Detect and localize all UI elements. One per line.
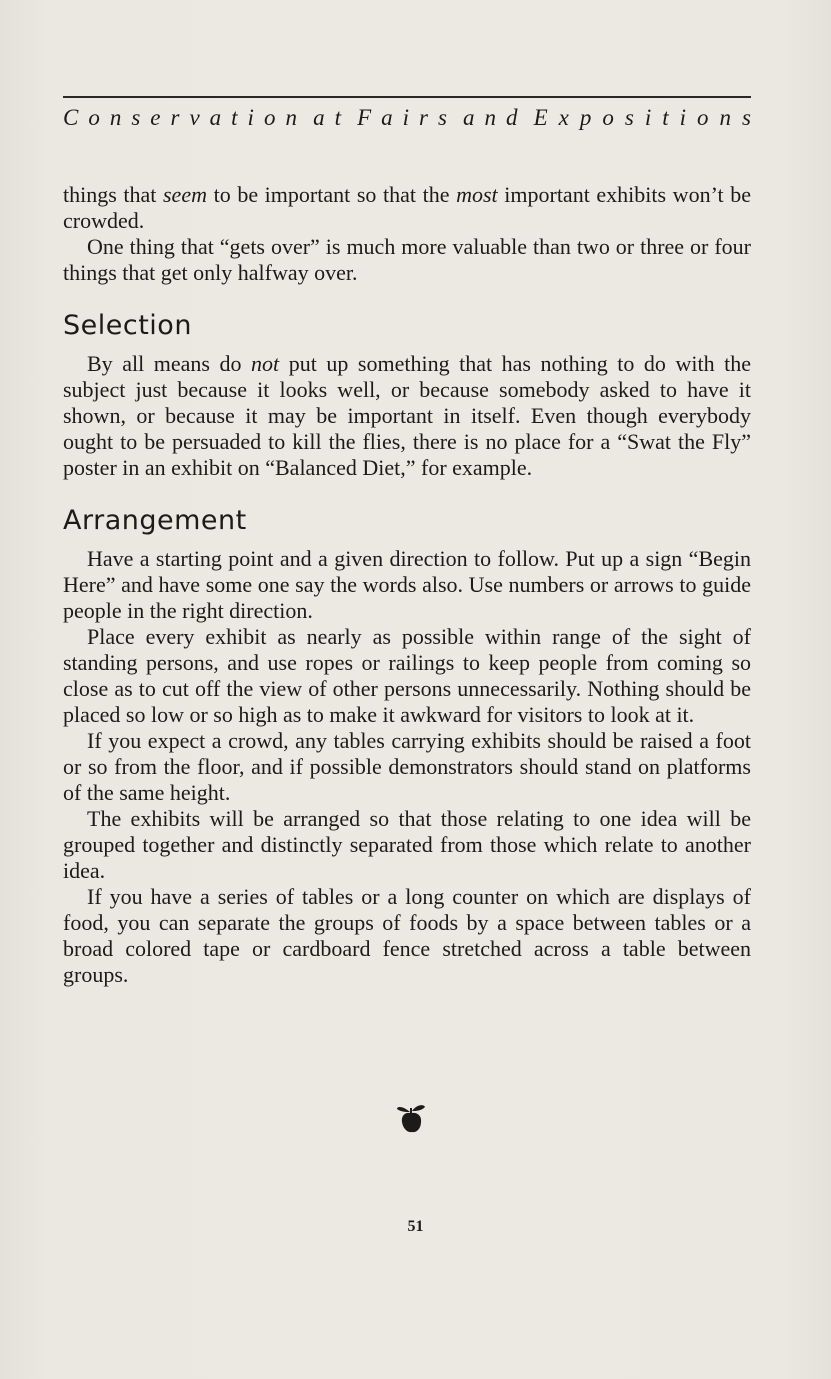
header-rule [63,96,751,98]
emphasis-text: seem [163,182,207,207]
section-heading-selection: Selection [63,310,192,341]
paragraph-text: important exhibits won’t be crowded. [63,182,751,233]
paragraph-text: put up something that has nothing to do with the subject just because it looks well, or because somebody asked to have it shown, or because it may be important in itself. Even though everybody ought to be persuaded to kill the flies, there is no place for a “Swat the Fly” poster in an exhibit on “Balanced Diet,” for example. [63,351,752,480]
page-number: 51 [407,1218,424,1235]
running-head-word: and [463,105,528,130]
emphasis-text: most [456,182,498,207]
paragraph: One thing that “gets over” is much more valuable than two or three or four things that get only halfway over. [63,234,751,285]
running-head-word: Fairs [357,105,457,130]
paragraph: Have a starting point and a given direction to follow. Put up a sign “Begin Here” and have some one say the words also. Use numbers or arrows to guide people in the right direction. [63,546,751,623]
paragraph: Place every exhibit as nearly as possible within range of the sight of standing persons, and use ropes or railings to keep people from coming so close as to cut off the view of other persons unnecessarily. Nothing should be placed so low or so high as to make it awkward for visitors to look at it. [63,624,751,727]
paragraph [63,182,751,234]
running-head-word: Expositions [533,105,762,130]
running-head-word: Conservation [63,105,307,130]
running-head-word: at [313,105,351,130]
paragraph: The exhibits will be arranged so that those relating to one idea will be grouped together and distinctly separated from those which relate to another idea. [63,806,751,883]
section-heading-arrangement: Arrangement [63,505,247,536]
emphasis-text: not [251,351,280,376]
paragraph-text: By all means do [87,351,252,376]
apple-leaf-ornament-icon [393,1096,429,1136]
paragraph-text: to be important so that the [206,182,457,207]
paragraph [63,351,751,481]
paragraph: If you expect a crowd, any tables carrying exhibits should be raised a foot or so from the floor, and if possible demonstrators should stand on platforms of the same height. [63,728,751,805]
paragraph: If you have a series of tables or a long counter on which are displays of food, you can separate the groups of foods by a space between tables or a broad colored tape or cardboard fence stretched across a table between groups. [63,884,751,987]
body-text [63,182,751,988]
paragraph-text: things that [63,182,163,207]
running-head [63,104,762,132]
